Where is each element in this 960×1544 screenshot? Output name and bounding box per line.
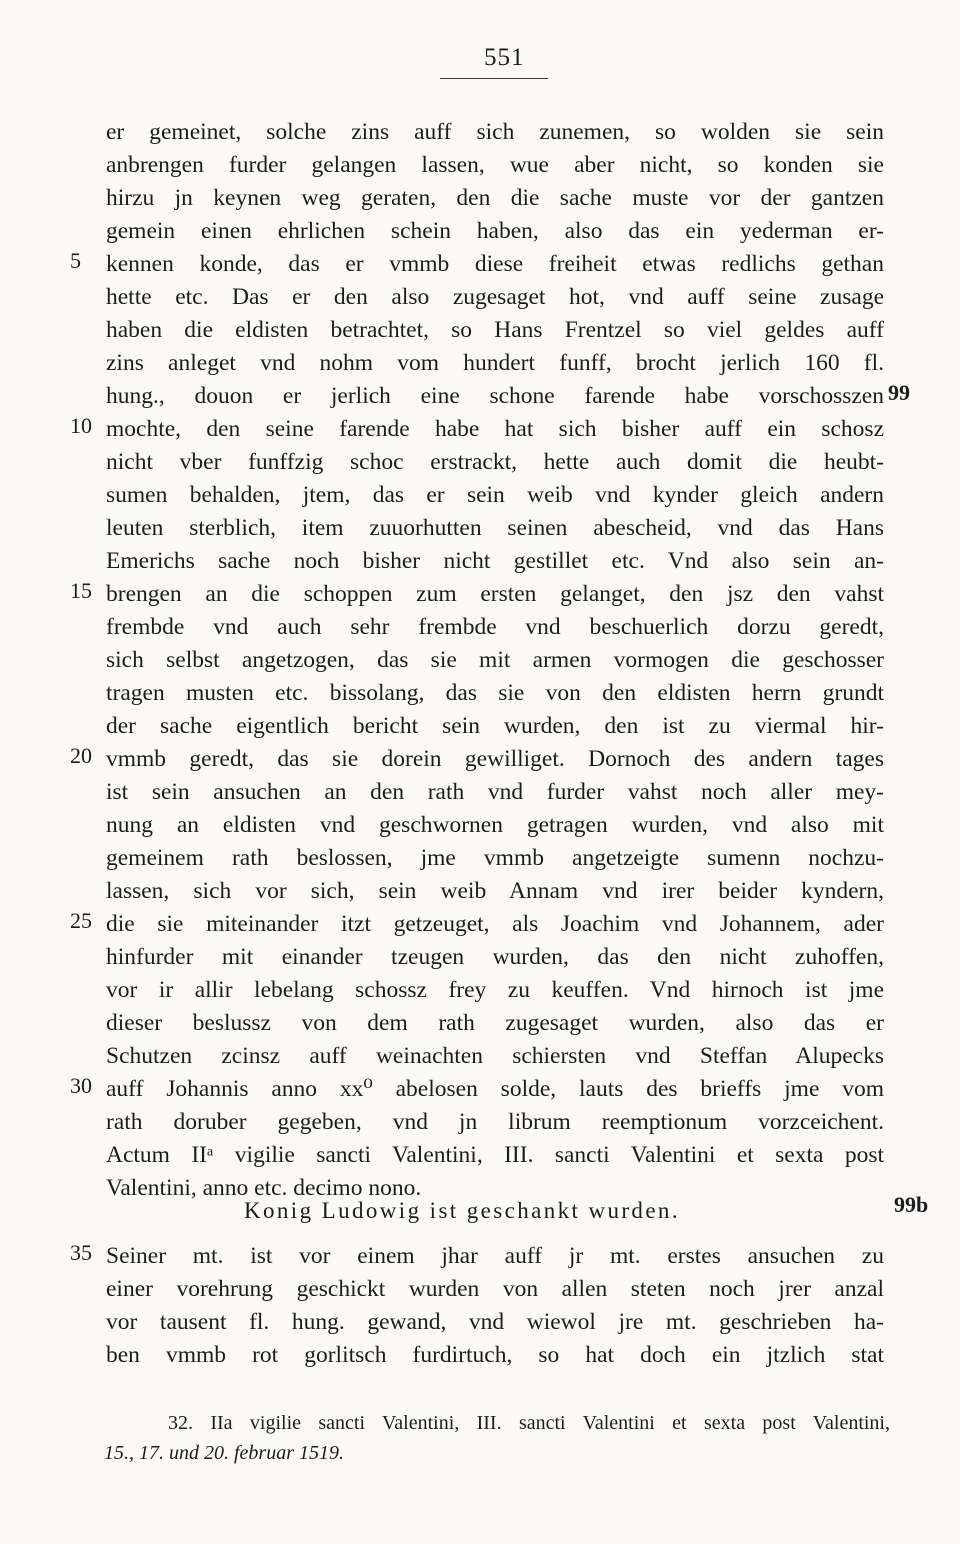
line-text: einer vorehrung geschickt wurden von allen steten noch jrer anzal xyxy=(106,1276,884,1302)
line-text: lassen, sich vor sich, sein weib Annam vnd irer beider kyndern, xyxy=(106,878,884,904)
line-text: gemein einen ehrlichen schein haben, also das ein yederman er- xyxy=(106,218,884,244)
line-text: leuten sterblich, item zuuorhutten seinen abescheid, vnd das Hans xyxy=(106,515,884,541)
line-text: Actum IIᵃ vigilie sancti Valentini, III. sancti Valentini et sexta post xyxy=(106,1142,884,1168)
text-line xyxy=(0,809,960,842)
text-line xyxy=(0,1240,960,1273)
text-line xyxy=(0,347,960,380)
text-line xyxy=(0,248,960,281)
line-text: Schutzen zcinsz auff weinachten schiersten vnd Steffan Alupecks xyxy=(106,1043,884,1069)
line-text: hinfurder mit einander tzeugen wurden, das den nicht zuhoffen, xyxy=(106,944,884,970)
text-line xyxy=(0,281,960,314)
text-line xyxy=(0,1040,960,1073)
text-line xyxy=(0,908,960,941)
text-line xyxy=(0,1339,960,1372)
line-number: 35 xyxy=(70,1240,92,1265)
text-line xyxy=(0,149,960,182)
line-number: 30 xyxy=(70,1073,92,1098)
text-line xyxy=(0,1306,960,1339)
line-text: rath doruber gegeben, vnd jn librum reemptionum vorzceichent. xyxy=(106,1109,884,1135)
text-line xyxy=(0,776,960,809)
page-number: 551 xyxy=(484,44,525,71)
text-line xyxy=(0,578,960,611)
text-line xyxy=(0,446,960,479)
line-text: hung., douon er jerlich eine schone farende habe vorschosszen xyxy=(106,383,884,409)
text-line xyxy=(0,512,960,545)
line-text: tragen musten etc. bissolang, das sie von den eldisten herrn grundt xyxy=(106,680,884,706)
text-line xyxy=(0,875,960,908)
text-line xyxy=(0,611,960,644)
line-text: die sie miteinander itzt getzeuget, als Joachim vnd Johannem, ader xyxy=(106,911,884,937)
section-heading: Konig Ludowig ist geschankt wurden. xyxy=(244,1198,680,1223)
line-text: nung an eldisten vnd geschwornen getragen wurden, vnd also mit xyxy=(106,812,884,838)
text-line xyxy=(0,1139,960,1172)
line-text: kennen konde, das er vmmb diese freiheit etwas redlichs gethan xyxy=(106,251,884,277)
line-text: hette etc. Das er den also zugesaget hot, vnd auff seine zusage xyxy=(106,284,884,310)
footnote-line: 32. IIa vigilie sancti Valentini, III. sancti Valentini et sexta post Valentini, xyxy=(168,1412,890,1434)
footnote-line: 15., 17. und 20. februar 1519. xyxy=(104,1442,344,1464)
text-line xyxy=(0,974,960,1007)
section-heading-margin-note: 99b xyxy=(894,1192,929,1217)
line-text: ist sein ansuchen an den rath vnd furder vahst noch aller mey- xyxy=(106,779,884,805)
line-text: vor tausent fl. hung. gewand, vnd wiewol jre mt. geschrieben ha- xyxy=(106,1309,884,1335)
text-line xyxy=(0,710,960,743)
line-number: 15 xyxy=(70,578,92,603)
line-text: ben vmmb rot gorlitsch furdirtuch, so hat doch ein jtzlich stat xyxy=(106,1342,884,1368)
line-text: gemeinem rath beslossen, jme vmmb angetzeigte sumenn nochzu- xyxy=(106,845,884,871)
line-text: haben die eldisten betrachtet, so Hans Frentzel so viel geldes auff xyxy=(106,317,884,343)
line-number: 10 xyxy=(70,413,92,438)
text-line xyxy=(0,941,960,974)
line-text: vmmb geredt, das sie dorein gewilliget. Dornoch des andern tages xyxy=(106,746,884,772)
line-number: 25 xyxy=(70,908,92,933)
line-text: vor ir allir lebelang schossz frey zu keuffen. Vnd hirnoch ist jme xyxy=(106,977,884,1003)
line-text: Valentini, anno etc. decimo nono. xyxy=(106,1175,422,1201)
text-line xyxy=(0,314,960,347)
text-line xyxy=(0,743,960,776)
text-line xyxy=(0,545,960,578)
text-line xyxy=(0,215,960,248)
line-text: auff Johannis anno xx⁰ abelosen solde, lauts des brieffs jme vom xyxy=(106,1076,884,1102)
page-number-rule xyxy=(440,78,548,79)
text-line xyxy=(0,380,960,413)
line-text: frembde vnd auch sehr frembde vnd beschuerlich dorzu geredt, xyxy=(106,614,884,640)
main-text-block xyxy=(0,116,960,1205)
line-text: anbrengen furder gelangen lassen, wue aber nicht, so konden sie xyxy=(106,152,884,178)
line-text: brengen an die schoppen zum ersten gelanget, den jsz den vahst xyxy=(106,581,884,607)
text-line xyxy=(0,1273,960,1306)
line-text: zins anleget vnd nohm vom hundert funff, brocht jerlich 160 fl. xyxy=(106,350,884,376)
line-text: mochte, den seine farende habe hat sich bisher auff ein schosz xyxy=(106,416,884,442)
text-line xyxy=(0,182,960,215)
line-text: Seiner mt. ist vor einem jhar auff jr mt. erstes ansuchen zu xyxy=(106,1243,884,1269)
text-line xyxy=(0,842,960,875)
line-number: 5 xyxy=(70,248,81,273)
text-line xyxy=(0,644,960,677)
line-text: nicht vber funffzig schoc erstrackt, hette auch domit die heubt- xyxy=(106,449,884,475)
line-text: dieser beslussz von dem rath zugesaget wurden, also das er xyxy=(106,1010,884,1036)
text-line xyxy=(0,413,960,446)
text-line xyxy=(0,116,960,149)
section-text-block xyxy=(0,1240,960,1372)
margin-note: 99 xyxy=(888,380,910,405)
line-number: 20 xyxy=(70,743,92,768)
line-text: der sache eigentlich bericht sein wurden, den ist zu viermal hir- xyxy=(106,713,884,739)
line-text: sich selbst angetzogen, das sie mit armen vormogen die geschosser xyxy=(106,647,884,673)
text-line xyxy=(0,479,960,512)
text-line xyxy=(0,1007,960,1040)
text-line xyxy=(0,1073,960,1106)
line-text: er gemeinet, solche zins auff sich zunemen, so wolden sie sein xyxy=(106,119,884,145)
line-text: hirzu jn keynen weg geraten, den die sache muste vor der gantzen xyxy=(106,185,884,211)
line-text: sumen behalden, jtem, das er sein weib vnd kynder gleich andern xyxy=(106,482,884,508)
text-line xyxy=(0,677,960,710)
line-text: Emerichs sache noch bisher nicht gestillet etc. Vnd also sein an- xyxy=(106,548,884,574)
text-line xyxy=(0,1106,960,1139)
